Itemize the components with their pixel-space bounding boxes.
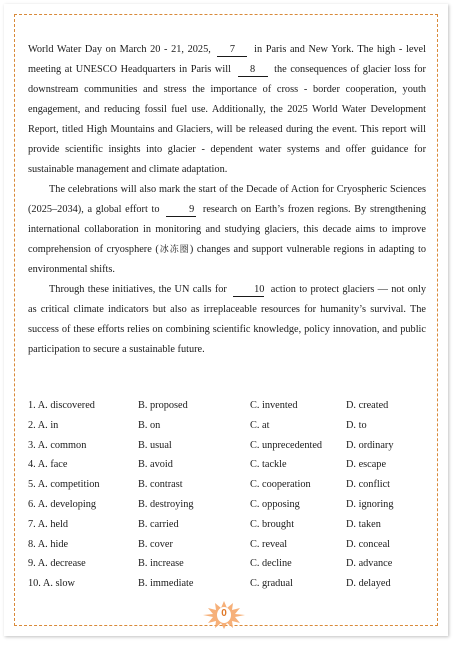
paragraph-1	[28, 40, 426, 180]
option-row-8	[28, 539, 428, 559]
passage	[28, 40, 426, 360]
option-c[interactable]: C. reveal	[250, 538, 288, 550]
option-d[interactable]: D. conflict	[346, 479, 391, 491]
option-c[interactable]: C. decline	[250, 558, 292, 570]
option-a[interactable]: 1. A. discovered	[28, 400, 95, 411]
option-b[interactable]: B. proposed	[138, 400, 188, 411]
text: ) changes and support vulnerable regions in adapting to environmental shifts.	[28, 244, 426, 275]
blank-10: 10	[233, 284, 264, 297]
option-c[interactable]: C. brought	[250, 518, 295, 530]
option-row-4	[28, 459, 428, 479]
paragraph-2	[28, 180, 426, 280]
option-c[interactable]: C. cooperation	[250, 479, 311, 491]
option-c[interactable]: C. tackle	[250, 459, 287, 471]
blank-7: 7	[217, 44, 247, 57]
option-d[interactable]: D. advance	[346, 558, 393, 570]
option-row-5	[28, 479, 428, 499]
text: research on Earth’s frozen regions. By strengthening international collaboration in monitoring and studying glaciers, this decade aims to improve comprehension of cryosphere (	[28, 204, 427, 255]
option-d[interactable]: D. conceal	[346, 538, 391, 550]
option-b[interactable]: B. immediate	[138, 578, 194, 590]
option-d[interactable]: D. created	[346, 400, 389, 411]
option-d[interactable]: D. to	[346, 419, 367, 431]
options-table	[28, 400, 428, 598]
option-b[interactable]: B. increase	[138, 558, 184, 570]
option-row-9	[28, 558, 428, 578]
option-b[interactable]: B. carried	[138, 518, 179, 530]
text: The celebrations will also mark the start of the Decade of Action for Cryospheric Sciences (2025–2034), a global effort to	[28, 184, 426, 215]
option-b[interactable]: B. cover	[138, 538, 173, 550]
option-d[interactable]: D. ignoring	[346, 498, 394, 510]
option-c[interactable]: C. unprecedented	[250, 439, 323, 451]
option-c[interactable]: C. invented	[250, 400, 298, 411]
option-a[interactable]: 2. A. in	[28, 419, 59, 431]
paragraph-3	[28, 280, 426, 360]
option-a[interactable]: 7. A. held	[28, 518, 69, 530]
option-a[interactable]: 6. A. developing	[28, 498, 97, 510]
option-c[interactable]: C. gradual	[250, 578, 293, 590]
option-row-3	[28, 440, 428, 460]
option-b[interactable]: B. destroying	[138, 498, 194, 510]
chinese-gloss: 冰冻圈	[158, 245, 190, 255]
option-row-1	[28, 400, 428, 420]
text: in Paris and New York. The high - level meeting at UNESCO Headquarters in Paris will	[28, 44, 426, 75]
option-a[interactable]: 5. A. competition	[28, 479, 100, 491]
option-c[interactable]: C. at	[250, 419, 270, 431]
option-a[interactable]: 9. A. decrease	[28, 558, 86, 570]
option-d[interactable]: D. delayed	[346, 578, 391, 590]
option-b[interactable]: B. on	[138, 419, 161, 431]
option-a[interactable]: 10. A. slow	[28, 578, 75, 590]
option-row-7	[28, 519, 428, 539]
option-row-10	[28, 578, 428, 598]
option-d[interactable]: D. taken	[346, 518, 381, 530]
option-d[interactable]: D. escape	[346, 459, 387, 471]
option-a[interactable]: 4. A. face	[28, 459, 68, 471]
option-row-6	[28, 499, 428, 519]
option-d[interactable]: D. ordinary	[346, 439, 394, 451]
option-b[interactable]: B. avoid	[138, 459, 173, 471]
option-a[interactable]: 8. A. hide	[28, 538, 69, 550]
option-row-2	[28, 420, 428, 440]
text: Through these initiatives, the UN calls for	[49, 284, 227, 295]
option-b[interactable]: B. contrast	[138, 479, 183, 491]
option-c[interactable]: C. opposing	[250, 498, 300, 510]
blank-8: 8	[238, 64, 268, 77]
blank-9: 9	[166, 204, 196, 217]
text: the consequences of glacier loss for downstream communities and stress the importance of cross - border cooperation, youth engagement, and reducing fossil fuel use. Additionally, the 2025 World Water Development Report, titled High Mountains and Glaciers, will be released during the event. This report will provide scientific insights into glacier - dependent water systems and offer guidance for sustainable management and climate adaptation.	[28, 64, 426, 175]
option-b[interactable]: B. usual	[138, 439, 172, 451]
text: action to protect glaciers — not only as critical climate indicators but also as irreplaceable resources for humanity’s survival. The success of these efforts relies on combining scientific knowledge, policy innovation, and public participation to secure a sustainable future.	[28, 284, 427, 355]
option-a[interactable]: 3. A. common	[28, 439, 87, 451]
page-number: 0	[221, 608, 227, 619]
text: World Water Day on March 20 - 21, 2025,	[28, 44, 211, 55]
